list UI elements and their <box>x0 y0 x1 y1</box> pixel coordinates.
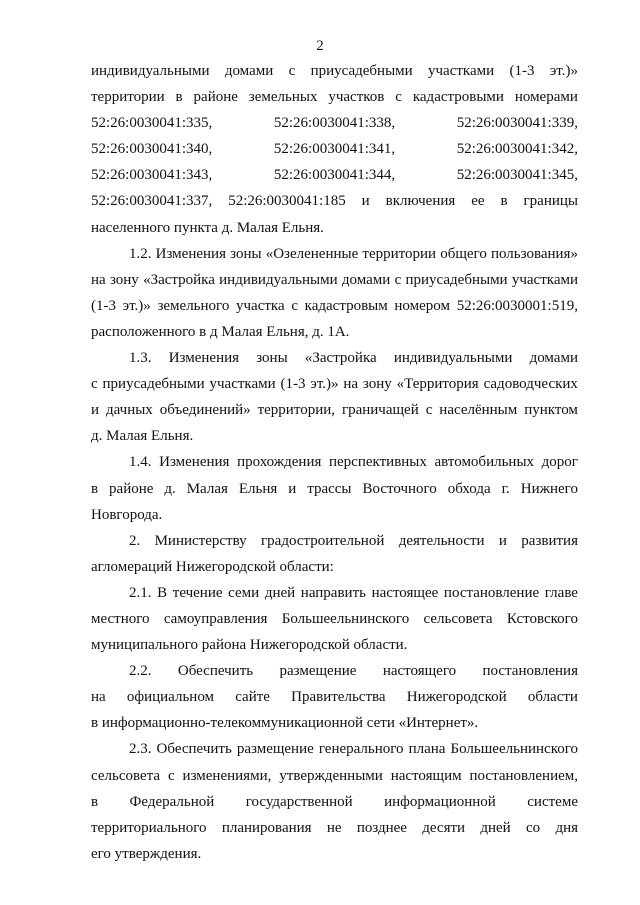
word: со <box>525 819 541 836</box>
word: информационной <box>384 793 496 810</box>
word: самоуправления <box>163 610 268 627</box>
text-line <box>91 397 578 423</box>
word: домами <box>529 350 578 367</box>
word: системе <box>527 793 578 810</box>
word: направить <box>300 584 366 601</box>
word: размещение <box>279 663 357 680</box>
word: размещение <box>236 741 314 758</box>
text-line <box>91 136 578 162</box>
text-line <box>91 58 578 84</box>
word: зону <box>109 271 139 288</box>
word: с <box>394 271 402 288</box>
word: с <box>91 376 98 393</box>
word: участками <box>511 271 578 288</box>
paragraph-2-3-line <box>91 736 578 762</box>
word: эт.)» <box>310 376 339 393</box>
text-line <box>91 476 578 502</box>
word: деятельности <box>398 532 485 549</box>
word: 2.2. <box>129 663 152 680</box>
word: развития <box>521 532 578 549</box>
word: Малая <box>186 480 228 497</box>
word: ее <box>471 193 485 210</box>
word: 52:26:0030041:343, <box>91 167 213 184</box>
word: на <box>91 689 106 706</box>
word: области <box>527 689 578 706</box>
word: 1.4. <box>129 454 152 471</box>
document-body <box>91 58 578 867</box>
word: «Застройка <box>143 271 215 288</box>
word: участками <box>209 376 276 393</box>
word: районе <box>193 89 238 106</box>
word: в <box>91 793 99 810</box>
word: автомобильных <box>434 454 535 471</box>
word: изменениями, <box>182 767 272 784</box>
word: объединений» <box>159 402 251 419</box>
word: 52:26:0030041:341, <box>273 141 396 158</box>
word: Министерству <box>154 532 247 549</box>
word: с <box>167 767 175 784</box>
word: включения <box>385 193 456 210</box>
word: д. <box>164 480 176 497</box>
word: пользования» <box>490 245 578 262</box>
word: течение <box>172 584 223 601</box>
word: кадастровым <box>304 297 388 314</box>
word: плана <box>408 741 446 758</box>
word: десяти <box>422 819 466 836</box>
paragraph-2-2-line <box>91 658 578 684</box>
word: Восточного <box>362 480 437 497</box>
word: зоны <box>230 245 262 262</box>
word: «Территория <box>396 376 479 393</box>
word: эт.)» <box>549 63 578 79</box>
word: главе <box>544 584 578 601</box>
word: зоны <box>256 350 288 367</box>
word: приусадебными <box>102 376 205 393</box>
word: 52:26:0030041:338, <box>273 115 396 132</box>
word: в <box>91 480 99 497</box>
word: земельных <box>248 89 318 106</box>
text-line: муниципального района Нижегородской области. <box>91 637 408 654</box>
word: эт.)» <box>122 297 151 314</box>
word: в <box>175 89 183 106</box>
word: 52:26:0030041:335, <box>91 115 213 132</box>
paragraph-2-1-line <box>91 580 578 606</box>
text-line: расположенного в д Малая Ельня, д. 1А. <box>91 323 350 340</box>
word: трассы <box>307 480 352 497</box>
word: градостроительной <box>261 532 385 549</box>
word: территории, <box>257 402 335 419</box>
word: официальном <box>126 689 215 706</box>
word: и <box>498 532 507 549</box>
word: Обеспечить <box>177 663 254 680</box>
word: Обеспечить <box>156 741 232 758</box>
text-line: агломераций Нижегородской области: <box>91 558 334 575</box>
word: настоящим <box>390 767 462 784</box>
word: сайте <box>235 689 270 706</box>
word: государственной <box>245 793 353 810</box>
word: граничащей <box>341 402 419 419</box>
word: 52:26:0030041:340, <box>91 141 213 158</box>
text-line <box>91 815 578 841</box>
word: дорог <box>541 454 578 471</box>
word: постановлением, <box>469 767 578 784</box>
text-line <box>91 293 578 319</box>
word: семи <box>228 584 260 601</box>
word: с <box>288 63 296 79</box>
word: 52:26:0030041:339, <box>456 115 578 132</box>
paragraph-1-3-line <box>91 345 578 371</box>
word: Изменения <box>155 245 226 262</box>
word: сельсовета <box>423 610 493 627</box>
text-line: в информационно-телекоммуникационной сети «Интернет». <box>91 715 479 732</box>
word: 52:26:0030041:337, <box>91 193 213 210</box>
word: г. <box>501 480 510 497</box>
text-line: д. Малая Ельня. <box>91 428 194 445</box>
word: Изменения <box>159 454 230 471</box>
word: (1-3 <box>509 63 535 79</box>
word: прохождения <box>237 454 322 471</box>
word: пунктом <box>524 402 578 419</box>
text-line: Новгорода. <box>91 506 163 523</box>
word: населённым <box>439 402 518 419</box>
word: с <box>395 89 402 106</box>
word: (1-3 <box>91 297 116 314</box>
text-line <box>91 84 578 110</box>
word: садоводческих <box>483 376 578 393</box>
word: территории <box>91 89 165 106</box>
word: общего <box>440 245 487 262</box>
word: и <box>361 193 370 210</box>
word: участка <box>236 297 285 314</box>
word: приусадебными <box>405 271 508 288</box>
word: Кстовского <box>506 610 578 627</box>
word: приусадебными <box>310 63 413 79</box>
word: Большеельнинского <box>281 610 410 627</box>
word: позднее <box>356 819 407 836</box>
word: Большеельнинского <box>450 741 578 758</box>
word: участков <box>328 89 385 106</box>
word: и <box>91 402 100 419</box>
word: дней <box>264 584 296 601</box>
word: земельного <box>157 297 230 314</box>
text-line <box>91 267 578 293</box>
text-line <box>91 684 578 710</box>
word: с <box>425 402 433 419</box>
page-number: 2 <box>316 38 324 54</box>
word: не <box>326 819 342 836</box>
word: районе <box>109 480 154 497</box>
word: номером <box>394 297 451 314</box>
word: на <box>91 271 106 288</box>
word: участками <box>428 63 495 79</box>
word: Нижегородской <box>406 689 507 706</box>
word: 52:26:0030041:345, <box>456 167 578 184</box>
word: сельсовета <box>91 767 161 784</box>
word: домами <box>341 271 391 288</box>
word: и <box>288 480 297 497</box>
word: домами <box>224 63 274 79</box>
word: дней <box>480 819 511 836</box>
word: (1-3 <box>280 376 306 393</box>
word: кадастровыми <box>412 89 504 106</box>
word: границы <box>523 193 578 210</box>
word: «Застройка <box>304 350 377 367</box>
word: постановления <box>482 663 578 680</box>
word: с <box>291 297 298 314</box>
text-line <box>91 110 578 136</box>
word: 2.3. <box>129 741 152 758</box>
word: В <box>157 584 168 601</box>
word: зону <box>362 376 392 393</box>
word: номерами <box>514 89 578 106</box>
text-line <box>91 606 578 632</box>
word: 2. <box>129 532 141 549</box>
word: Изменения <box>168 350 240 367</box>
word: планирования <box>221 819 312 836</box>
text-line <box>91 188 578 214</box>
paragraph-1-2-line <box>91 241 578 267</box>
word: «Озелененные <box>265 245 359 262</box>
word: 52:26:0030041:344, <box>273 167 396 184</box>
word: постановление <box>443 584 540 601</box>
word: утвержденными <box>279 767 383 784</box>
word: 1.2. <box>129 245 152 262</box>
word: 52:26:0030041:185 <box>228 193 346 210</box>
text-line <box>91 789 578 815</box>
word: Ельня <box>238 480 278 497</box>
word: 52:26:0030041:342, <box>456 141 578 158</box>
word: настоящее <box>371 584 439 601</box>
word: на <box>343 376 359 393</box>
word: территории <box>362 245 437 262</box>
text-line <box>91 763 578 789</box>
word: генерального <box>318 741 404 758</box>
word: дня <box>555 819 578 836</box>
word: перспективных <box>329 454 427 471</box>
word: 52:26:0030001:519, <box>456 297 578 314</box>
text-line <box>91 162 578 188</box>
word: индивидуальными <box>393 350 513 367</box>
text-line: населенного пункта д. Малая Ельня. <box>91 219 324 236</box>
word: индивидуальными <box>219 271 338 288</box>
word: настоящего <box>382 663 457 680</box>
word: в <box>500 193 508 210</box>
text-line <box>91 371 578 397</box>
paragraph-1-4-line <box>91 449 578 475</box>
word: местного <box>91 610 150 627</box>
word: Федеральной <box>129 793 215 810</box>
text-line: его утверждения. <box>91 845 202 862</box>
word: обхода <box>447 480 491 497</box>
word: Правительства <box>291 689 386 706</box>
word: индивидуальными <box>91 63 210 79</box>
paragraph-2-line <box>91 528 578 554</box>
word: дачных <box>105 402 153 419</box>
word: 2.1. <box>129 584 152 601</box>
word: 1.3. <box>129 350 152 367</box>
word: Нижнего <box>520 480 578 497</box>
word: территориального <box>91 819 207 836</box>
